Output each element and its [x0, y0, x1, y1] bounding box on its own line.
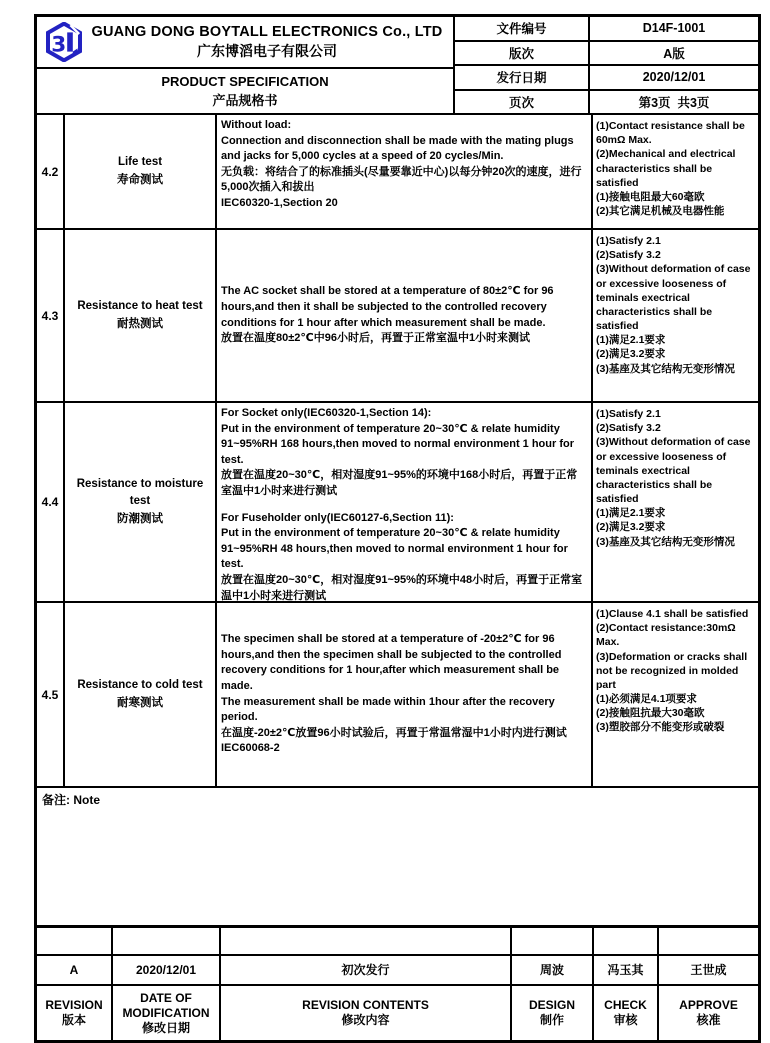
test-requirement: (1)Satisfy 2.1 (2)Satisfy 3.2 (3)Without deformation of case or excessive looseness of teminals exectrical characteristics shall be satisfied (1)满足2.1要求 (2)满足3.2要求 (3)基座及其它结构无变形情况	[596, 408, 751, 548]
revision-row	[455, 42, 758, 67]
revision-entry-row	[37, 954, 758, 984]
company-names	[85, 24, 449, 61]
document-title-cn: 产品规格书	[212, 92, 278, 108]
empty-cell	[512, 928, 594, 954]
test-name-en: Resistance to moisture test	[76, 478, 204, 508]
clause-number: 4.5	[37, 603, 65, 786]
header-en: REVISION	[45, 998, 103, 1012]
header-cn: 制作	[539, 1013, 564, 1027]
revision-empty-row	[37, 928, 758, 954]
header-cn: 修改内容	[341, 1013, 390, 1027]
company-block	[37, 17, 453, 69]
test-name-cn: 防潮测试	[117, 512, 163, 525]
revision-header-date	[113, 986, 221, 1040]
test-name-cn: 寿命测试	[117, 173, 163, 186]
spec-row-moisture-test	[37, 401, 758, 601]
revision-entry-contents: 初次发行	[221, 956, 512, 984]
test-name	[65, 403, 217, 601]
clause-number: 4.4	[37, 403, 65, 601]
test-description: The specimen shall be stored at a temperature of -20±2℃ for 96 hours,and then the specimen shall be subjected to the controlled recovery conditions for 1 hour,after which measurement shall be made. The measurement shall be made within 1hour after the recovery period. 在温度-20±2℃放置96小时试验后，再置于常温常湿中1小时内进行测试 IEC60068-2	[217, 603, 593, 786]
revision-entry-date: 2020/12/01	[113, 956, 221, 984]
test-name-cn: 耐寒测试	[117, 696, 163, 709]
company-logo-icon	[43, 21, 85, 63]
document-title-en: PRODUCT SPECIFICATION	[161, 73, 329, 89]
spec-row-cold-test	[37, 601, 758, 786]
company-name-en: GUANG DONG BOYTALL ELECTRONICS Co., LTD	[91, 23, 443, 40]
test-description: The AC socket shall be stored at a temperature of 80±2℃ for 96 hours,and then it shall be subjected to the controlled recovery conditions for 1 hour after which measurement shall be made. 放置在温度80±2℃中96小时后，再置于正常室温中1小时来测试	[217, 230, 593, 401]
empty-cell	[37, 928, 113, 954]
spec-row-heat-test	[37, 228, 758, 401]
revision-table	[37, 925, 758, 1040]
doc-number-label: 文件编号	[455, 17, 590, 40]
revision-label: 版次	[455, 42, 590, 65]
test-requirement: (1)Clause 4.1 shall be satisfied (2)Contact resistance:30mΩ Max. (3)Deformation or cracks shall not be recognized in molded part (1)必须满足4.1项要求 (2)接触阻抗最大30毫欧 (3)塑胶部分不能变形或破裂	[596, 608, 749, 734]
header-info-table	[455, 17, 758, 113]
revision-header-rev	[37, 986, 113, 1040]
document-title	[37, 69, 453, 113]
empty-cell	[221, 928, 512, 954]
document-header	[37, 17, 758, 113]
revision-header-design	[512, 986, 594, 1040]
header-en: DESIGN	[528, 998, 575, 1012]
clause-number: 4.3	[37, 230, 65, 401]
revision-entry-approve: 王世成	[690, 962, 727, 977]
note-section	[37, 786, 758, 925]
empty-cell	[113, 928, 221, 954]
revision-header-check	[594, 986, 659, 1040]
test-name-cn: 耐热测试	[117, 317, 163, 330]
test-description: Without load: Connection and disconnection shall be made with the mating plugs and jacks for 5,000 cycles at a speed of 20 cycles/Min. 无负载：将结合了的标准插头(尽量要靠近中心)以每分钟20次的速度，进行5,000次插入和拔出 IEC60320-1,Section 20	[217, 115, 593, 228]
test-name	[65, 230, 217, 401]
revision-header-approve	[659, 986, 758, 1040]
svg-text:3: 3	[51, 32, 67, 58]
page-number-value: 第3页 共3页	[638, 95, 710, 110]
revision-entry-rev: A	[37, 956, 113, 984]
header-en: APPROVE	[679, 998, 738, 1012]
doc-number-row	[455, 17, 758, 42]
revision-header-contents	[221, 986, 512, 1040]
doc-number-value: D14F-1001	[642, 21, 706, 36]
header-cn: 修改日期	[141, 1020, 190, 1035]
revision-value: A版	[663, 46, 685, 61]
revision-entry-design: 周波	[512, 956, 594, 984]
header-en: DATE OF MODIFICATION	[122, 990, 210, 1020]
test-name	[65, 603, 217, 786]
header-cn: 版本	[61, 1013, 86, 1027]
test-requirement: (1)Satisfy 2.1 (2)Satisfy 3.2 (3)Without deformation of case or excessive looseness of teminals exectrical characteristics shall be satisfied (1)满足2.1要求 (2)满足3.2要求 (3)基座及其它结构无变形情况	[596, 235, 751, 375]
issue-date-label: 发行日期	[455, 66, 590, 89]
test-spec-table	[37, 113, 758, 786]
test-name-en: Resistance to cold test	[77, 679, 203, 692]
revision-entry-check: 冯玉其	[594, 956, 659, 984]
header-en: CHECK	[604, 998, 647, 1012]
spec-row-life-test	[37, 113, 758, 228]
note-label: 备注: Note	[42, 793, 100, 807]
test-description: For Socket only(IEC60320-1,Section 14): Put in the environment of temperature 20~30℃ & relate humidity 91~95%RH 168 hours,then moved to normal environment 1 hour for test. 放置在温度20~30℃，相对湿度91~95%的环境中168小时后，再置于正常室温中1小时来进行测试 For Fuseholder only(IEC60127-6,Section 11): Put in the environment of temperature 20~30℃ & relate humidity 91~95%RH 48 hours,then moved to normal environment 1 hour for test. 放置在温度20~30℃，相对湿度91~95%的环境中48小时后，再置于正常室温中1小时来进行测试	[217, 403, 593, 601]
test-name	[65, 115, 217, 228]
test-name-en: Resistance to heat test	[77, 300, 203, 313]
product-specification-document	[34, 14, 761, 1043]
test-requirement: (1)Contact resistance shall be 60mΩ Max. (2)Mechanical and electrical characteristics shall be satisfied (1)接触电阻最大60毫欧 (2)其它满足机械及电器性能	[596, 120, 745, 218]
clause-number: 4.2	[37, 115, 65, 228]
page-number-row	[455, 91, 758, 114]
page-number-label: 页次	[455, 91, 590, 114]
header-left	[37, 17, 455, 113]
header-cn: 审核	[613, 1013, 638, 1027]
issue-date-value: 2020/12/01	[642, 70, 706, 85]
empty-cell	[659, 928, 758, 954]
company-name-cn: 广东博滔电子有限公司	[197, 42, 337, 59]
revision-header-row	[37, 984, 758, 1040]
empty-cell	[594, 928, 659, 954]
header-cn: 核准	[696, 1013, 721, 1027]
test-name-en: Life test	[117, 156, 163, 169]
issue-date-row	[455, 66, 758, 91]
header-en: REVISION CONTENTS	[302, 998, 429, 1012]
